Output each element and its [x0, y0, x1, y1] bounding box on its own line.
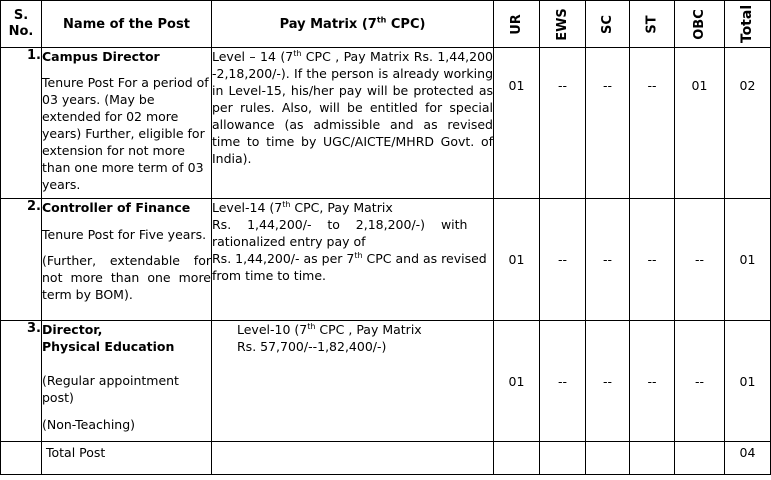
pay-line: from time to time.	[212, 268, 327, 283]
st-count: --	[630, 48, 675, 199]
table-row	[1, 48, 771, 199]
post-name-cell	[42, 199, 212, 321]
post-title: Campus Director	[42, 49, 160, 64]
ews-count: --	[540, 321, 586, 442]
post-description: Tenure Post for Five years.	[42, 227, 207, 242]
post-title: Director,	[42, 322, 103, 337]
header-total: Total	[725, 1, 771, 48]
header-pay-matrix: Pay Matrix (7th CPC)	[212, 1, 494, 48]
post-description-extra: (Non-Teaching)	[42, 417, 136, 432]
post-title: Physical Education	[42, 339, 175, 354]
total-post-count: 04	[725, 442, 771, 475]
header-post-name: Name of the Post	[42, 1, 212, 48]
pay-matrix-cell	[212, 48, 494, 199]
ews-count: --	[540, 199, 586, 321]
ur-count: 01	[494, 199, 540, 321]
header-ur: UR	[494, 1, 540, 48]
sc-count: --	[586, 199, 630, 321]
header-st: ST	[630, 1, 675, 48]
total-count: 01	[725, 199, 771, 321]
pay-matrix-cell	[212, 199, 494, 321]
header-sno: S. No.	[1, 1, 42, 48]
pay-matrix-cell	[212, 321, 494, 442]
st-count: --	[630, 321, 675, 442]
sc-count: --	[586, 48, 630, 199]
total-count: 02	[725, 48, 771, 199]
pay-line: Level-10 (7th CPC , Pay Matrix	[237, 321, 422, 337]
post-name-cell	[42, 321, 212, 442]
pay-line: rationalized entry pay of	[212, 234, 366, 249]
ews-count: --	[540, 48, 586, 199]
total-row-ews	[540, 442, 586, 475]
total-row	[1, 442, 771, 475]
total-count: 01	[725, 321, 771, 442]
header-sc: SC	[586, 1, 630, 48]
pay-line: Rs. 57,700/--1,82,400/-)	[237, 339, 387, 354]
obc-count: --	[675, 321, 725, 442]
pay-description: Level – 14 (7th CPC , Pay Matrix Rs. 1,44,200 -2,18,200/-). If the person is already working in Level-15, his/her pay will be protected as per rules. Also, will be entitled for special allowance (as admissible and as revised time to time by UGC/AICTE/MHRD Govt. of India).	[212, 48, 493, 166]
post-description-extra: (Further, extendable for not more than one more term by BOM).	[42, 253, 211, 302]
post-description: (Regular appointment post)	[42, 373, 179, 405]
obc-count: --	[675, 199, 725, 321]
table-row	[1, 199, 771, 321]
sc-count: --	[586, 321, 630, 442]
row-sno: 1.	[1, 48, 42, 199]
header-row	[1, 1, 771, 48]
post-title: Controller of Finance	[42, 200, 191, 215]
row-sno: 2.	[1, 199, 42, 321]
pay-line: Rs. 1,44,200/- as per 7th CPC and as revised	[212, 250, 487, 266]
total-row-obc	[675, 442, 725, 475]
ur-count: 01	[494, 321, 540, 442]
total-row-pay	[212, 442, 494, 475]
st-count: --	[630, 199, 675, 321]
post-description: Tenure Post For a period of 03 years. (May be extended for 02 more years) Further, eligible for extension for not more than one more term of 03 years.	[42, 75, 209, 192]
total-row-ur	[494, 442, 540, 475]
obc-count: 01	[675, 48, 725, 199]
pay-line: Rs. 1,44,200/- to 2,18,200/-) with	[212, 217, 468, 232]
total-row-sc	[586, 442, 630, 475]
header-obc: OBC	[675, 1, 725, 48]
total-post-label: Total Post	[42, 442, 212, 475]
ur-count: 01	[494, 48, 540, 199]
row-sno: 3.	[1, 321, 42, 442]
table-row	[1, 321, 771, 442]
total-row-sno	[1, 442, 42, 475]
total-row-st	[630, 442, 675, 475]
post-name-cell	[42, 48, 212, 199]
pay-line: Level-14 (7th CPC, Pay Matrix	[212, 199, 393, 215]
header-ews: EWS	[540, 1, 586, 48]
